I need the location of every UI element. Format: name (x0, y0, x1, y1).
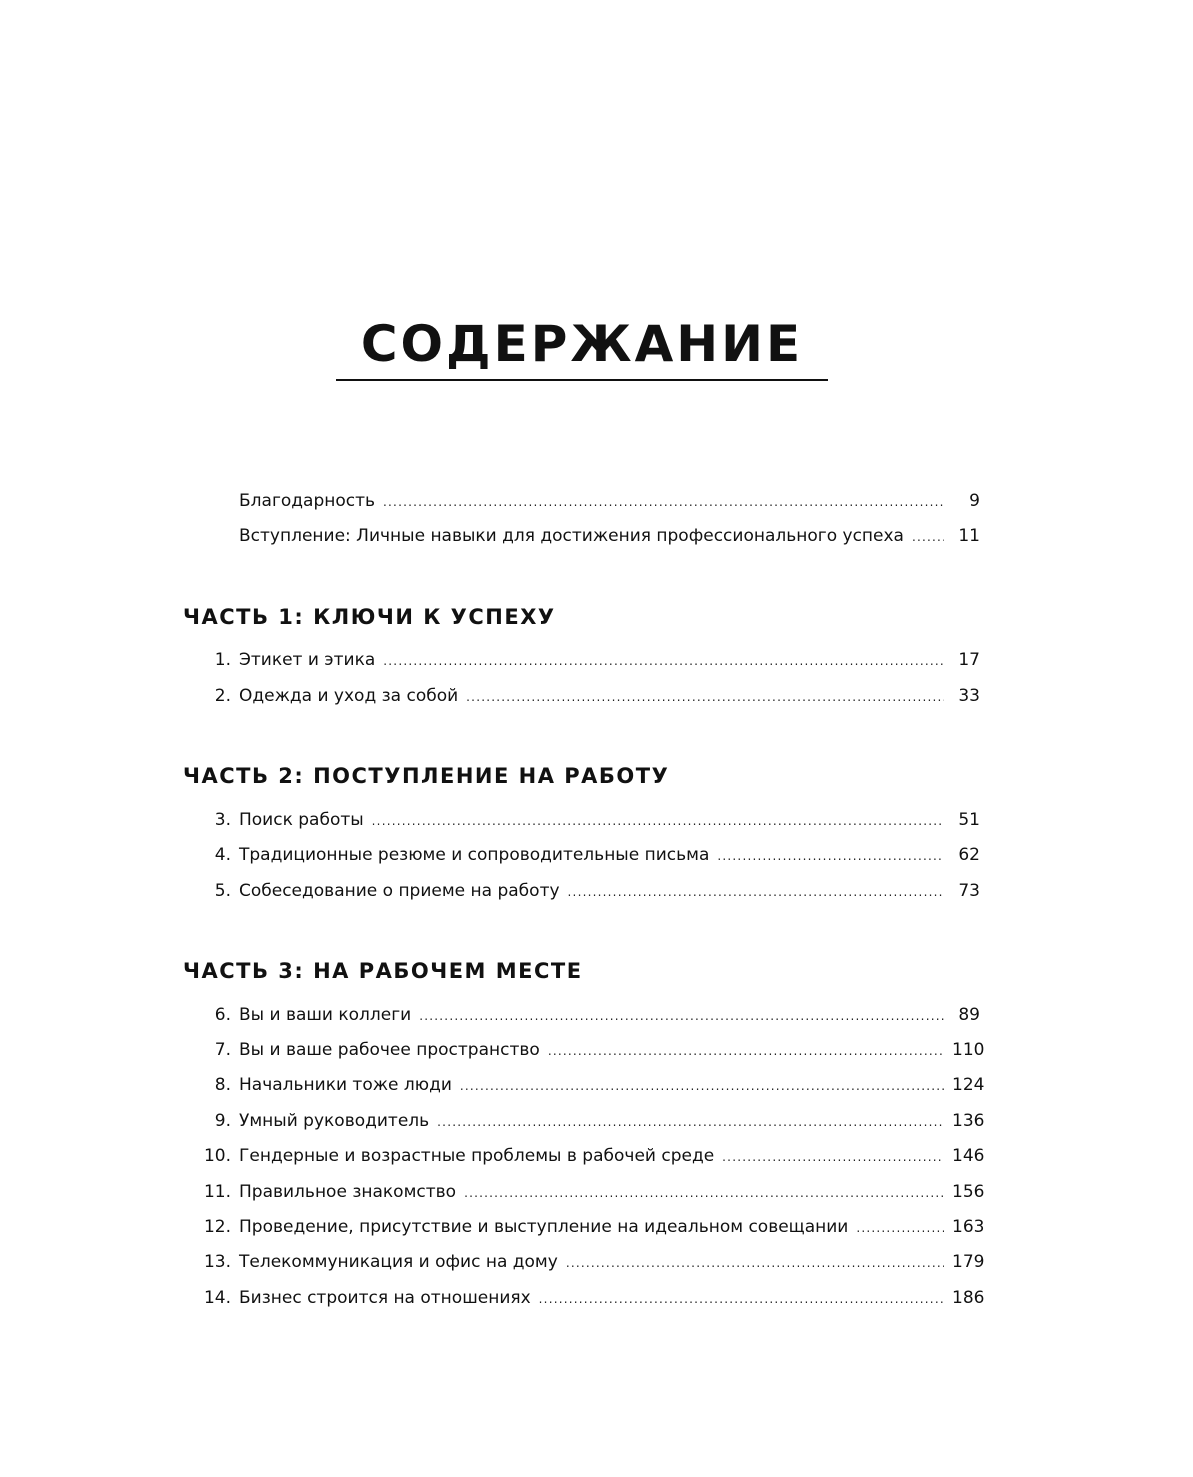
dot-leader (383, 650, 944, 672)
dot-leader (856, 1217, 944, 1239)
toc-entry-chapter-2[interactable] (0, 685, 1193, 707)
toc-page-number: 124 (952, 1075, 985, 1095)
toc-entry-title: Начальники тоже люди (239, 1075, 452, 1095)
toc-entry-title: Вступление: Личные навыки для достижения профессионального успеха (239, 526, 904, 546)
chapter-number: 1. (214, 650, 231, 670)
toc-entry-acknowledgements[interactable] (0, 490, 1193, 512)
toc-page-number: 146 (952, 1146, 985, 1166)
toc-entry-title: Собеседование о приеме на работу (239, 881, 560, 901)
chapter-number: 2. (214, 686, 231, 706)
toc-page-number: 51 (958, 810, 980, 830)
toc-entry-chapter-11[interactable] (0, 1181, 1193, 1203)
toc-entry-title: Традиционные резюме и сопроводительные письма (239, 845, 710, 865)
toc-page-number: 17 (958, 650, 980, 670)
toc-entry-chapter-4[interactable] (0, 844, 1193, 866)
toc-entry-chapter-9[interactable] (0, 1110, 1193, 1132)
toc-entry-title: Телекоммуникация и офис на дому (239, 1252, 558, 1272)
toc-entry-chapter-5[interactable] (0, 880, 1193, 902)
toc-page-number: 110 (952, 1040, 985, 1060)
toc-page-number: 186 (952, 1288, 985, 1308)
dot-leader (568, 881, 944, 903)
toc-entry-title: Бизнес строится на отношениях (239, 1288, 531, 1308)
toc-page-number: 89 (958, 1005, 980, 1025)
toc-entry-title: Вы и ваше рабочее пространство (239, 1040, 540, 1060)
chapter-number: 13. (203, 1252, 231, 1272)
chapter-number: 8. (214, 1075, 231, 1095)
toc-entry-chapter-12[interactable] (0, 1216, 1193, 1238)
chapter-number: 10. (203, 1146, 231, 1166)
dot-leader (566, 1252, 944, 1274)
toc-page-number: 62 (958, 845, 980, 865)
chapter-number: 12. (203, 1217, 231, 1237)
toc-entry-title: Проведение, присутствие и выступление на идеальном совещании (239, 1217, 849, 1237)
dot-leader (383, 491, 944, 513)
title-underline (336, 379, 828, 381)
dot-leader (372, 810, 944, 832)
dot-leader (460, 1075, 944, 1097)
chapter-number: 4. (214, 845, 231, 865)
dot-leader (419, 1005, 944, 1027)
toc-entry-title: Гендерные и возрастные проблемы в рабочей среде (239, 1146, 715, 1166)
toc-entry-title: Поиск работы (239, 810, 364, 830)
part-heading-1: ЧАСТЬ 1: КЛЮЧИ К УСПЕХУ (183, 605, 556, 629)
part-heading-2: ЧАСТЬ 2: ПОСТУПЛЕНИЕ НА РАБОТУ (183, 764, 670, 788)
chapter-number: 11. (203, 1182, 231, 1202)
toc-entry-title: Этикет и этика (239, 650, 376, 670)
chapter-number: 7. (214, 1040, 231, 1060)
toc-page-number: 73 (958, 881, 980, 901)
toc-entry-title: Одежда и уход за собой (239, 686, 459, 706)
toc-entry-chapter-1[interactable] (0, 649, 1193, 671)
dot-leader (912, 526, 944, 548)
chapter-number: 3. (214, 810, 231, 830)
dot-leader (717, 845, 944, 867)
dot-leader (437, 1111, 944, 1133)
toc-entry-introduction[interactable] (0, 525, 1193, 547)
toc-page-number: 33 (958, 686, 980, 706)
page-title: СОДЕРЖАНИЕ (360, 315, 804, 373)
toc-entry-chapter-3[interactable] (0, 809, 1193, 831)
dot-leader (548, 1040, 944, 1062)
chapter-number: 9. (214, 1111, 231, 1131)
dot-leader (464, 1182, 944, 1204)
toc-page-number: 136 (952, 1111, 985, 1131)
toc-entry-title: Умный руководитель (239, 1111, 430, 1131)
toc-entry-chapter-13[interactable] (0, 1251, 1193, 1273)
toc-page-number: 156 (952, 1182, 985, 1202)
toc-entry-title: Правильное знакомство (239, 1182, 457, 1202)
toc-entry-chapter-8[interactable] (0, 1074, 1193, 1096)
toc-entry-chapter-7[interactable] (0, 1039, 1193, 1061)
toc-page-number: 9 (969, 491, 980, 511)
part-heading-3: ЧАСТЬ 3: НА РАБОЧЕМ МЕСТЕ (183, 959, 583, 983)
toc-entry-chapter-6[interactable] (0, 1004, 1193, 1026)
toc-page-number: 163 (952, 1217, 985, 1237)
toc-entry-title: Благодарность (239, 491, 376, 511)
toc-page-number: 11 (958, 526, 980, 546)
toc-entry-title: Вы и ваши коллеги (239, 1005, 412, 1025)
dot-leader (722, 1146, 944, 1168)
toc-entry-chapter-10[interactable] (0, 1145, 1193, 1167)
dot-leader (539, 1288, 944, 1310)
chapter-number: 5. (214, 881, 231, 901)
chapter-number: 6. (214, 1005, 231, 1025)
chapter-number: 14. (203, 1288, 231, 1308)
toc-entry-chapter-14[interactable] (0, 1287, 1193, 1309)
dot-leader (466, 686, 944, 708)
toc-page-number: 179 (952, 1252, 985, 1272)
